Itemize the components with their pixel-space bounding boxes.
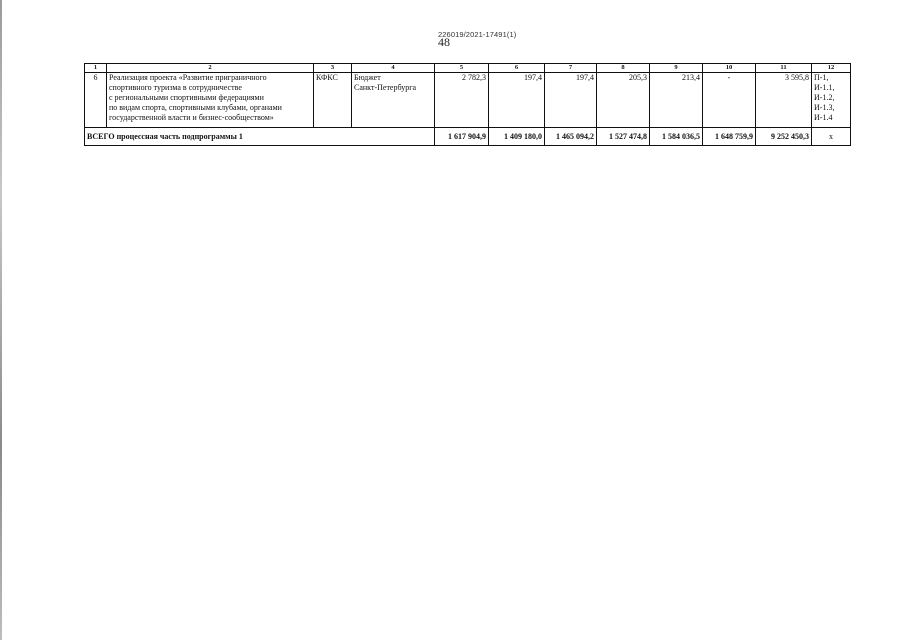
value-cell: - (703, 73, 756, 128)
column-number: 5 (435, 64, 489, 73)
value-cell: 205,3 (597, 73, 650, 128)
value-cell: 197,4 (489, 73, 545, 128)
table-row (85, 73, 851, 128)
indicator-code: П-1, (814, 73, 829, 82)
executor: КФКС (314, 73, 352, 128)
funding-source-line: Санкт-Петербурга (354, 83, 417, 92)
scan-edge (0, 0, 2, 640)
indicator-code: И-1.4 (814, 113, 833, 122)
indicator-code: И-1.2, (814, 93, 835, 102)
column-number: 2 (107, 64, 314, 73)
value-cell: 2 782,3 (435, 73, 489, 128)
column-number: 12 (812, 64, 851, 73)
project-name-line: с региональными спортивными федерациями (109, 93, 264, 102)
page-number: 48 (438, 35, 450, 49)
project-name-line: спортивного туризма в сотрудничестве (109, 83, 242, 92)
indicator-code: И-1.3, (814, 103, 835, 112)
total-value: 1 527 474,8 (597, 128, 650, 146)
value-cell: 3 595,8 (756, 73, 812, 128)
value-cell: 213,4 (650, 73, 703, 128)
row-number: 6 (85, 73, 107, 128)
value-cell: 197,4 (545, 73, 597, 128)
indicator-code: И-1.1, (814, 83, 835, 92)
column-number: 6 (489, 64, 545, 73)
column-number-row (85, 64, 851, 73)
budget-table (84, 63, 851, 146)
total-value: 9 252 450,3 (756, 128, 812, 146)
column-number: 3 (314, 64, 352, 73)
column-number: 1 (85, 64, 107, 73)
total-code: x (812, 128, 851, 146)
total-value: 1 584 036,5 (650, 128, 703, 146)
project-name-line: государственной власти и бизнес-сообществом» (109, 113, 274, 122)
column-number: 9 (650, 64, 703, 73)
total-value: 1 648 759,9 (703, 128, 756, 146)
funding-source-line: Бюджет (354, 73, 381, 82)
project-name-line: Реализация проекта «Развитие приграничного (109, 73, 267, 82)
column-number: 7 (545, 64, 597, 73)
column-number: 8 (597, 64, 650, 73)
total-label: ВСЕГО процессная часть подпрограммы 1 (85, 128, 435, 146)
total-value: 1 617 904,9 (435, 128, 489, 146)
total-row (85, 128, 851, 146)
column-number: 11 (756, 64, 812, 73)
column-number: 10 (703, 64, 756, 73)
registration-stamp: 226019/2021-17491(1) (438, 30, 517, 39)
indicator-codes (812, 73, 851, 128)
funding-source (352, 73, 435, 128)
total-value: 1 465 094,2 (545, 128, 597, 146)
project-name-line: по видам спорта, спортивными клубами, органами (109, 103, 282, 112)
project-name (107, 73, 314, 128)
total-value: 1 409 180,0 (489, 128, 545, 146)
column-number: 4 (352, 64, 435, 73)
